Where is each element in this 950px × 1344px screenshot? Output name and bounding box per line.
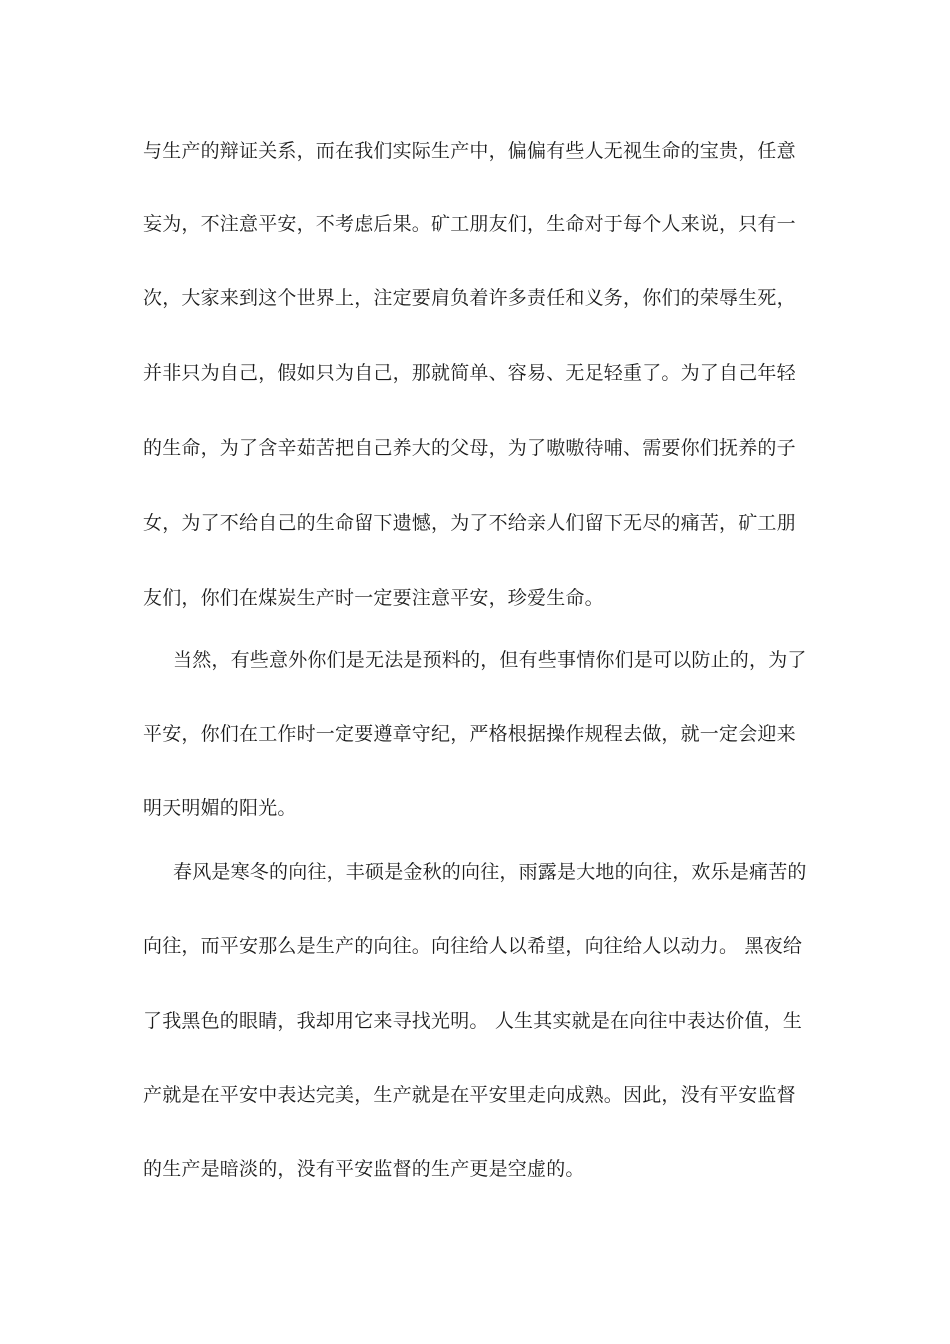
text-line: 平安，你们在工作时一定要遵章守纪，严格根据操作规程去做，就一定会迎来 (143, 723, 796, 745)
text-line: 的生命，为了含辛茹苦把自己养大的父母，为了嗷嗷待哺、需要你们抚养的子 (143, 437, 796, 459)
paragraph-first-line: 春风是寒冬的向往，丰硕是金秋的向往，雨露是大地的向往，欢乐是痛苦的 (173, 861, 807, 883)
text-line: 女，为了不给自己的生命留下遗憾，为了不给亲人们留下无尽的痛苦，矿工朋 (143, 512, 796, 534)
text-line: 次，大家来到这个世界上，注定要肩负着许多责任和义务，你们的荣辱生死， (143, 287, 796, 309)
text-line: 产就是在平安中表达完美，生产就是在平安里走向成熟。因此，没有平安监督 (143, 1084, 796, 1106)
text-line: 友们，你们在煤炭生产时一定要注意平安，珍爱生命。 (143, 587, 604, 609)
text-line: 的生产是暗淡的，没有平安监督的生产更是空虚的。 (143, 1158, 585, 1180)
text-line: 向往，而平安那么是生产的向往。向往给人以希望，向往给人以动力。 黑夜给 (143, 935, 803, 957)
text-line: 妄为，不注意平安，不考虑后果。矿工朋友们，生命对于每个人来说，只有一 (143, 213, 796, 235)
paragraph-first-line: 当然，有些意外你们是无法是预料的，但有些事情你们是可以防止的，为了 (173, 649, 807, 671)
text-line: 与生产的辩证关系，而在我们实际生产中，偏偏有些人无视生命的宝贵，任意 (143, 140, 796, 162)
text-line: 并非只为自己，假如只为自己，那就简单、容易、无足轻重了。为了自己年轻 (143, 362, 796, 384)
text-line: 了我黑色的眼睛，我却用它来寻找光明。 人生其实就是在向往中表达价值，生 (143, 1010, 803, 1032)
text-line: 明天明媚的阳光。 (143, 797, 297, 819)
